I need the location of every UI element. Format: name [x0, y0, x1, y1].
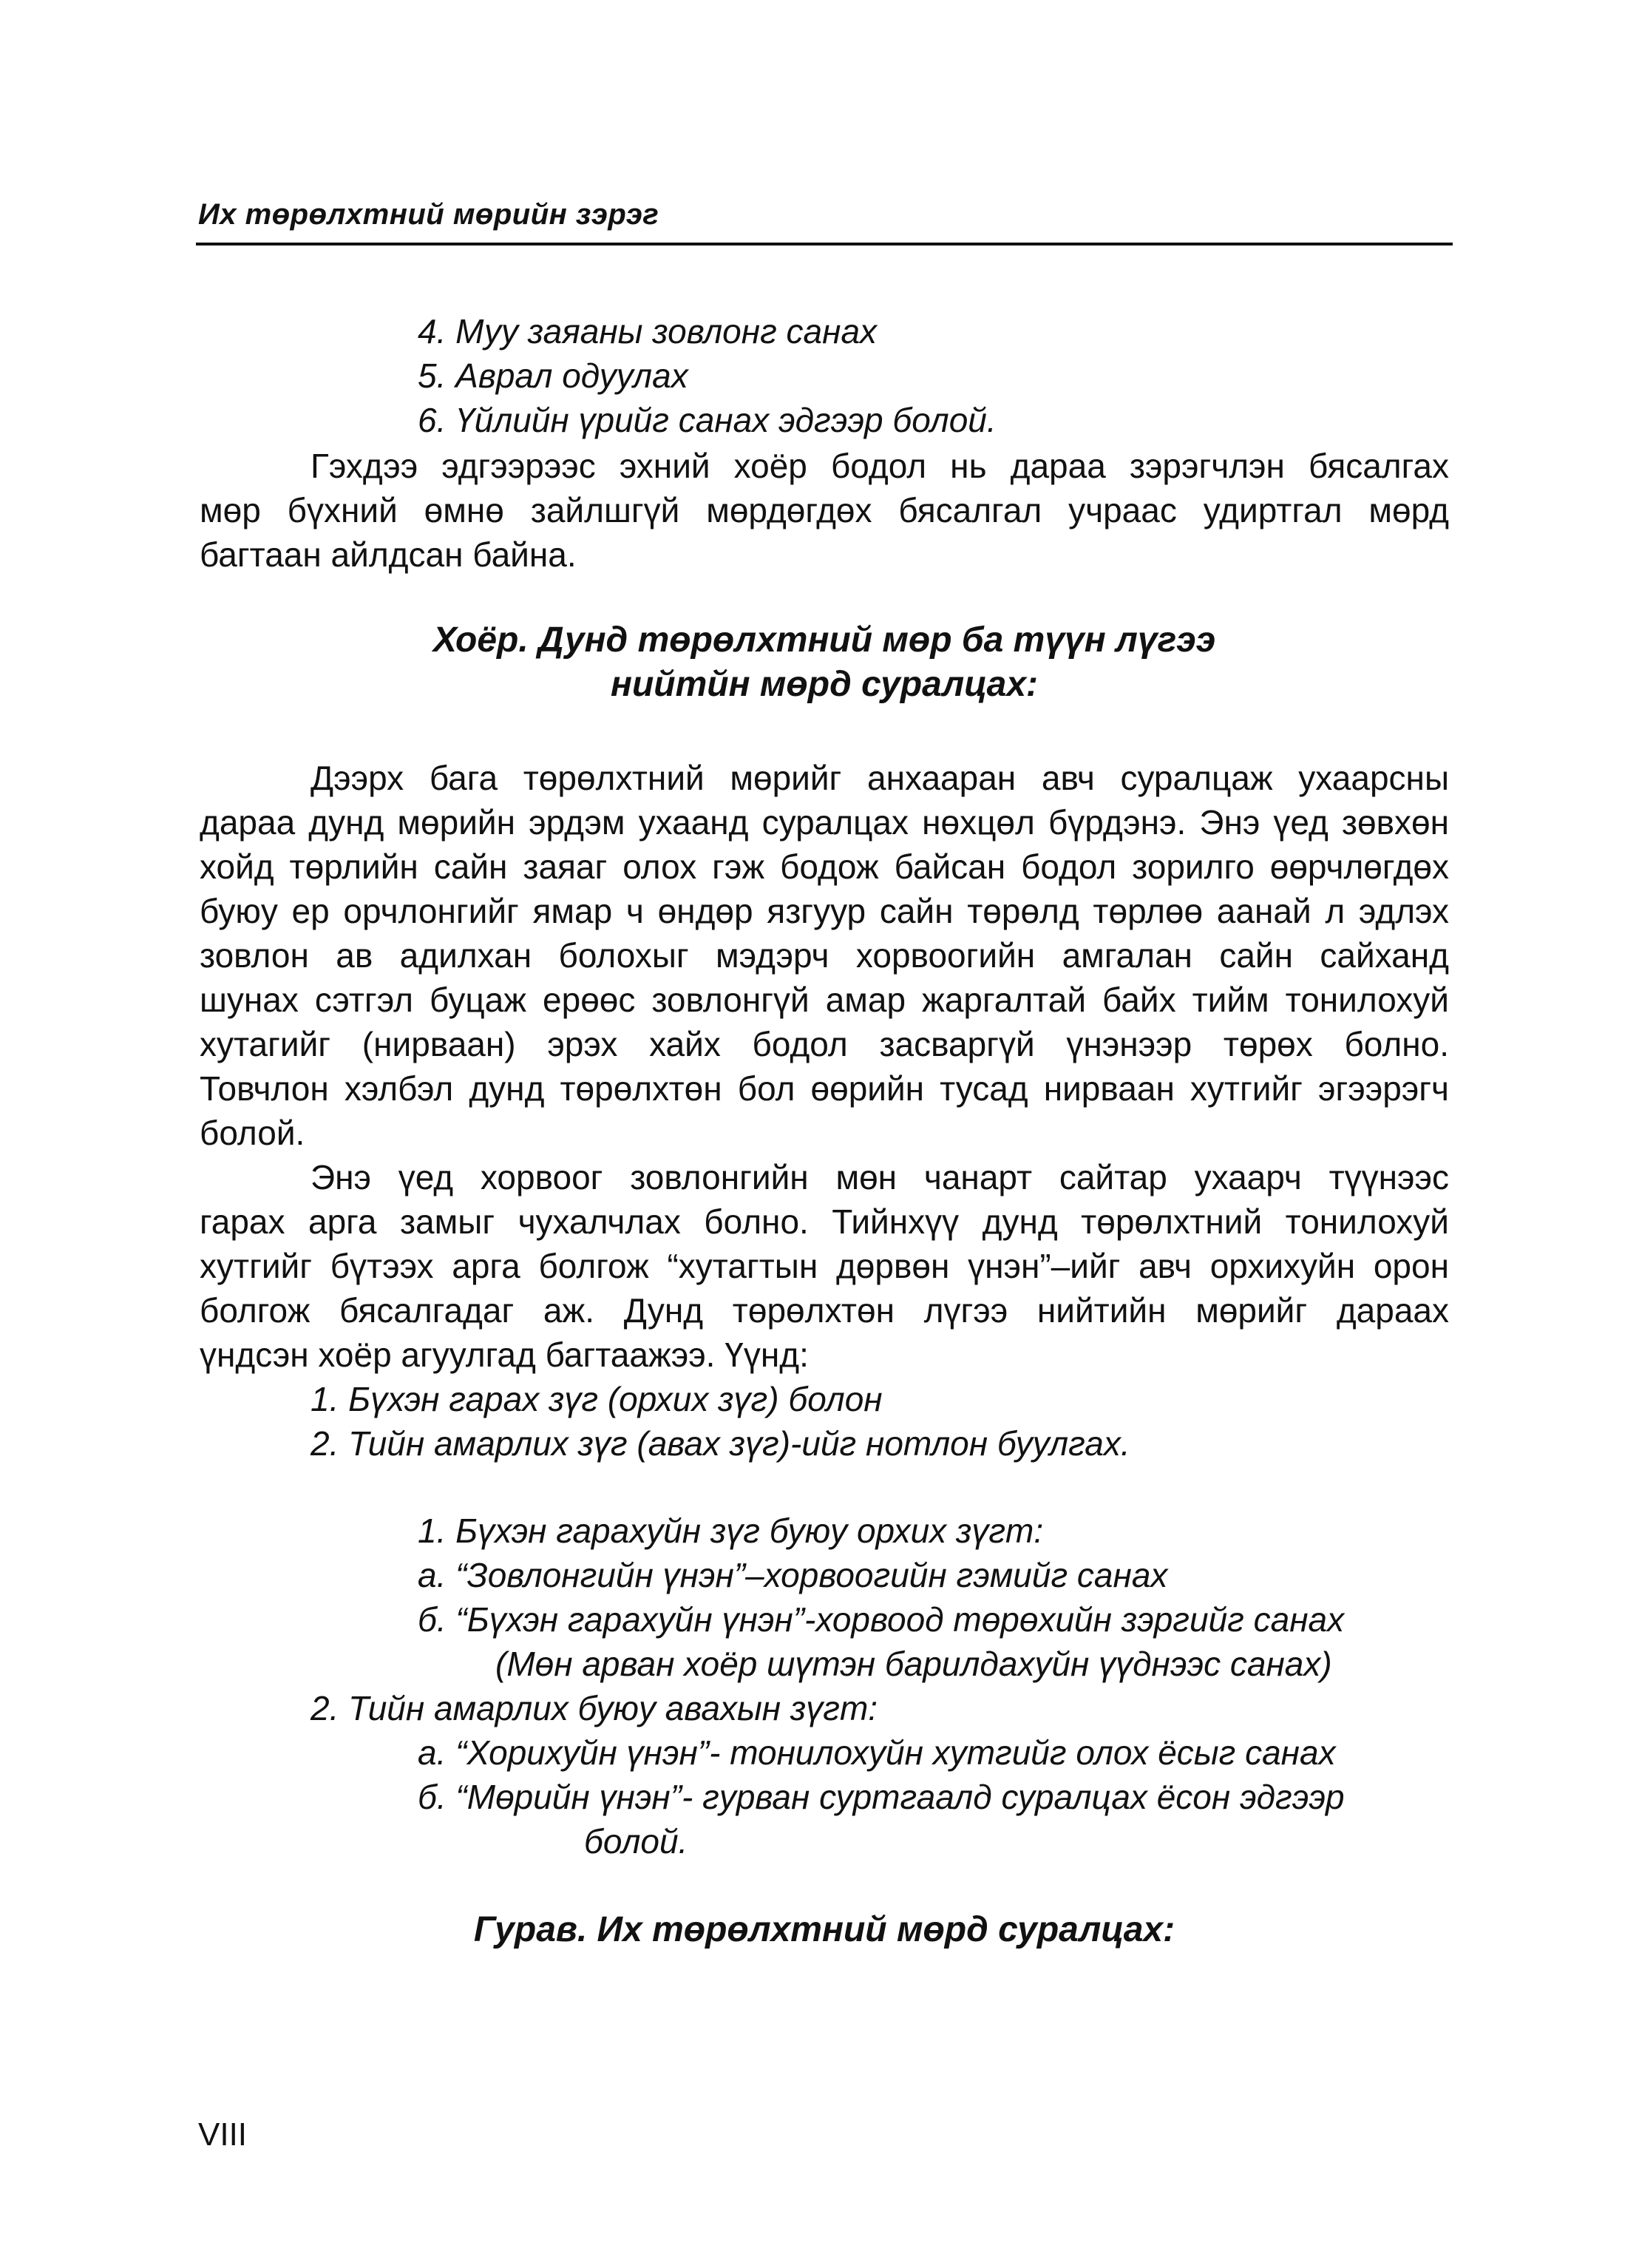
list-item: 1. Бүхэн гарах зүг (орхих зүг) болон	[311, 1380, 883, 1418]
section-heading: Хоёр. Дунд төрөлхтний мөр ба түүн лүгээ	[432, 620, 1216, 660]
paragraph-line: хутагийг (нирваан) эрэх хайх бодол засваргүй үнэнээр төрөх болно.	[200, 1025, 1449, 1063]
outline-item: 2. Тийн амарлих буюу авахын зүгт:	[311, 1689, 878, 1727]
outline-item: а. “Зовлонгийн үнэн”–хорвоогийн гэмийг санах	[418, 1556, 1168, 1594]
section-heading: Гурав. Их төрөлхтний мөрд суралцах:	[473, 1910, 1175, 1949]
list-item: 5. Аврал одуулах	[418, 356, 688, 395]
paragraph-line: шунах сэтгэл буцаж ерөөс зовлонгүй амар жаргалтай байх тийм тонилохуй	[200, 981, 1449, 1019]
paragraph-line: хойд төрлийн сайн заяаг олох гэж бодож байсан бодол зорилго өөрчлөгдөх	[200, 847, 1449, 886]
outline-item: б. “Мөрийн үнэн”- гурван суртгаалд суралцах ёсон эдгээр	[418, 1778, 1345, 1816]
outline-item: (Мөн арван хоёр шүтэн барилдахуйн үүднээс санах)	[495, 1645, 1332, 1683]
header-rule	[196, 243, 1453, 246]
paragraph-line: гарах арга замыг чухалчлах болно. Тийнхүү дунд төрөлхтний тонилохуй	[200, 1202, 1449, 1241]
outline-item: а. “Хорихуйн үнэн”- тонилохуйн хутгийг олох ёсыг санах	[418, 1733, 1336, 1772]
paragraph-line: үндсэн хоёр агуулгад багтаажээ. Үүнд:	[200, 1336, 809, 1374]
paragraph-line: Дээрх бага төрөлхтний мөрийг анхааран авч суралцаж ухаарсны	[311, 759, 1449, 797]
paragraph-line: буюу ер орчлонгийг ямар ч өндөр язгуур сайн төрөлд төрлөө аанай л эдлэх	[200, 892, 1449, 930]
paragraph-line: мөр бүхний өмнө зайлшгүй мөрдөгдөх бясалгал учраас удиртгал мөрд	[200, 491, 1449, 529]
list-item: 6. Үйлийн үрийг санах эдгээр болой.	[418, 401, 997, 439]
running-head: Их төрөлхтний мөрийн зэрэг	[198, 198, 659, 231]
paragraph-line: болой.	[200, 1114, 305, 1152]
paragraph-line: Гэхдээ эдгээрээс эхний хоёр бодол нь дараа зэрэгчлэн бясалгах	[311, 447, 1449, 485]
outline-item: б. “Бүхэн гарахуйн үнэн”-хорвоод төрөхийн зэргийг санах	[418, 1600, 1345, 1639]
paragraph-line: хутгийг бүтээх арга болгож “хутагтын дөрвөн үнэн”–ийг авч орхихуйн орон	[200, 1247, 1449, 1285]
paragraph-line: Энэ үед хорвоог зовлонгийн мөн чанарт сайтар ухаарч түүнээс	[311, 1158, 1449, 1196]
list-item: 4. Муу заяаны зовлонг санах	[418, 312, 878, 351]
list-item: 2. Тийн амарлих зүг (авах зүг)-ийг нотлон буулгах.	[311, 1424, 1130, 1463]
page-number: VIII	[198, 2116, 248, 2153]
outline-item: болой.	[584, 1822, 688, 1861]
paragraph-line: зовлон ав адилхан болохыг мэдэрч хорвоогийн амгалан сайн сайханд	[200, 936, 1449, 975]
paragraph-line: Товчлон хэлбэл дунд төрөлхтөн бол өөрийн тусад нирваан хутгийг эгээрэгч	[200, 1069, 1449, 1108]
paragraph-line: болгож бясалгадаг аж. Дунд төрөлхтөн лүгээ нийтийн мөрийг дараах	[200, 1291, 1449, 1330]
paragraph-line: багтаан айлдсан байна.	[200, 535, 577, 574]
paragraph-line: дараа дунд мөрийн эрдэм ухаанд суралцах нөхцөл бүрдэнэ. Энэ үед зөвхөн	[200, 803, 1449, 842]
section-heading: нийтйн мөрд суралцах:	[610, 665, 1039, 704]
outline-item: 1. Бүхэн гарахуйн зүг буюу орхих зүгт:	[418, 1512, 1044, 1550]
